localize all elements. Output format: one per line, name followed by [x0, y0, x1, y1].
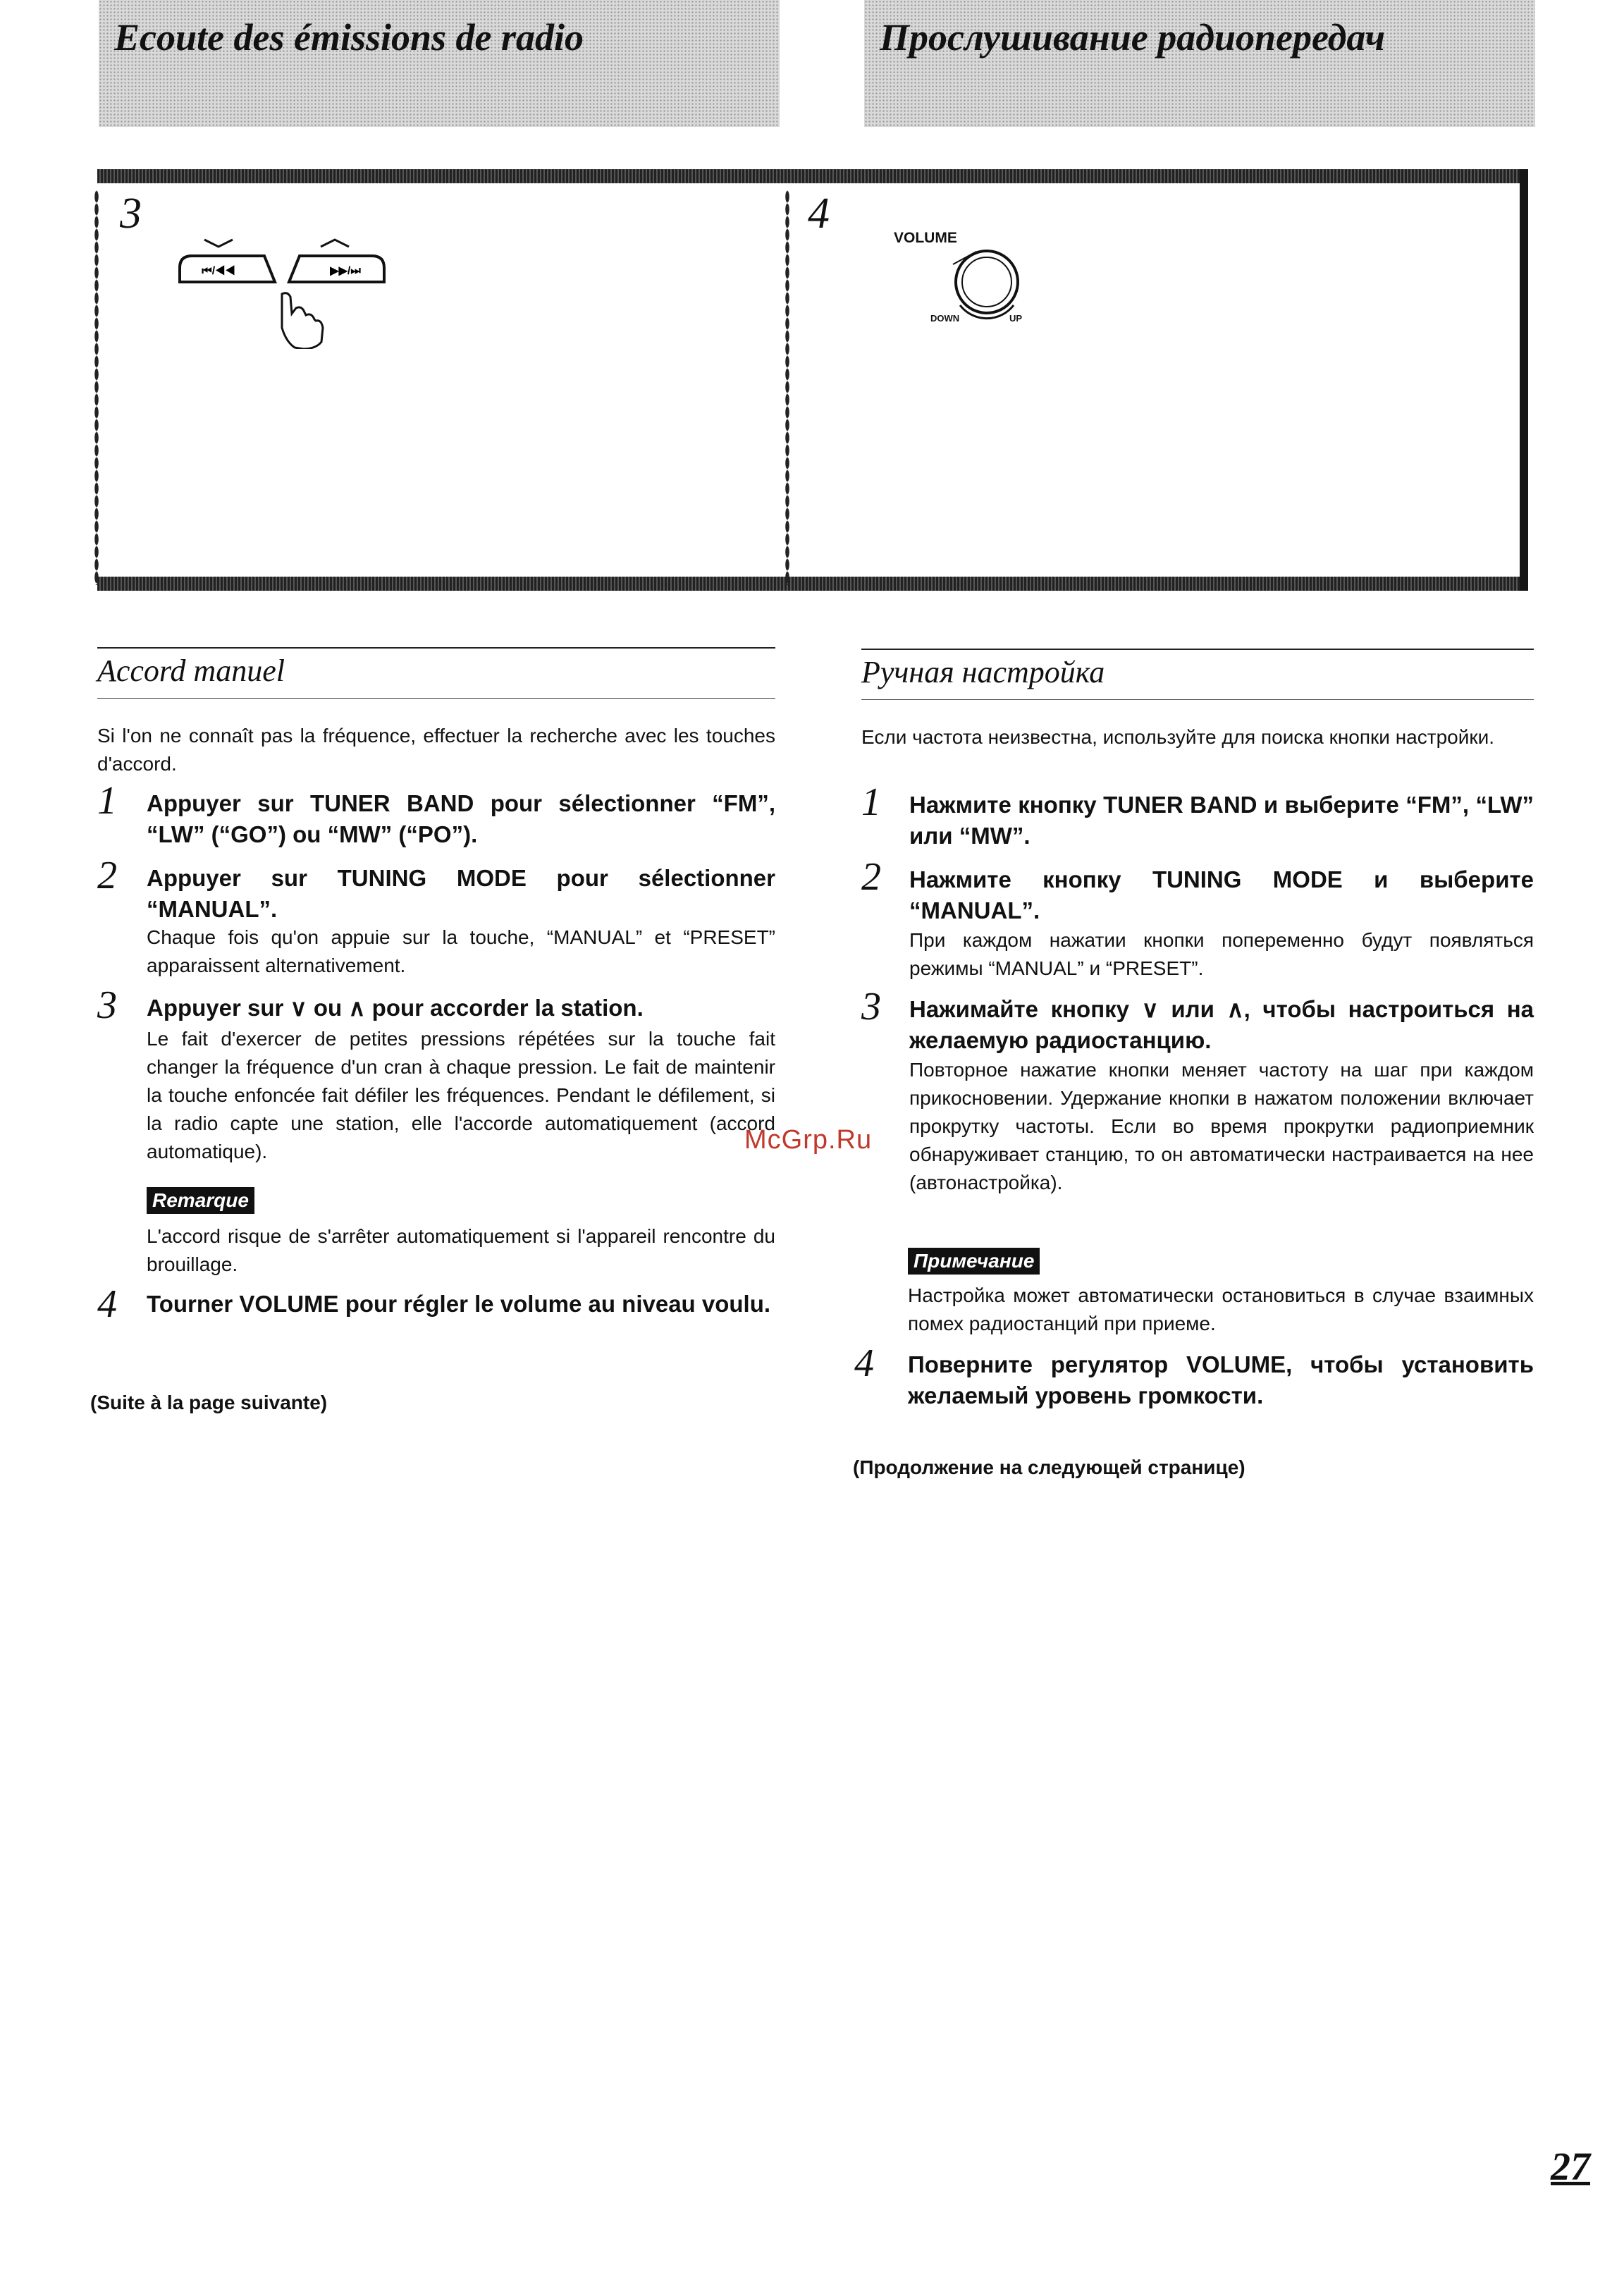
- ru-step-2-body: При каждом нажатии кнопки попеременно будут появляться режимы “MANUAL” и “PRESET”.: [909, 929, 1534, 979]
- ru-step-2-num: 2: [861, 855, 881, 899]
- tune-up-button[interactable]: [289, 256, 384, 282]
- panel-step-4: 4: [808, 190, 830, 238]
- ru-step-3-num: 3: [861, 985, 881, 1029]
- fr-step-4-head: Tourner VOLUME pour régler le volume au niveau voulu.: [147, 1291, 771, 1317]
- fr-step-3-num: 3: [97, 983, 117, 1027]
- ru-step-3-head: Нажимайте кнопку ∨ или ∧, чтобы настроиться на желаемую радиостанцию.: [909, 996, 1534, 1053]
- fr-note-text: L'accord risque de s'arrêter automatiquement si l'appareil rencontre du brouillage.: [147, 1225, 775, 1275]
- fr-step-3-body: Le fait d'exercer de petites pressions répétées sur la touche fait changer la fréquence d'un cran à chaque pression. Le fait de maintenir la touche enfoncée fait défiler les fréquences. Pendant le défilement, si la radio capte une station, elle l'accorde automatiquement (accord automatique).: [147, 1028, 775, 1162]
- volume-down-label: DOWN: [930, 313, 960, 324]
- watermark: McGrp.Ru: [744, 1125, 873, 1155]
- fr-note-label: Remarque: [147, 1187, 254, 1214]
- header-left-title: Ecoute des émissions de radio: [114, 16, 584, 59]
- pointing-hand-icon: [282, 293, 323, 349]
- volume-knob[interactable]: [945, 243, 1029, 321]
- panel-divider: [785, 190, 789, 585]
- volume-up-label: UP: [1009, 313, 1023, 324]
- ru-section-title: Ручная настройка: [861, 655, 1105, 689]
- ru-step-4-num: 4: [854, 1341, 874, 1385]
- svg-text:⏮/◀◀: ⏮/◀◀: [202, 265, 235, 277]
- page-number: 27: [1551, 2145, 1590, 2189]
- ru-step-3-body: Повторное нажатие кнопки меняет частоту на шаг при каждом прикосновении. Удержание кнопки в нажатом положении включает прокрутку частоты. Если во время прокрутки радиоприемник обнаруживает станцию, то он автоматически настраивается на нее (автонастройка).: [909, 1059, 1534, 1193]
- ru-step-4-head: Поверните регулятор VOLUME, чтобы установить желаемый уровень громкости.: [908, 1351, 1534, 1408]
- ru-title-rule-bottom: [861, 699, 1534, 700]
- ru-continued: (Продолжение на следующей странице): [853, 1456, 1245, 1478]
- ru-title-rule-top: [861, 649, 1534, 650]
- fr-step-3-head: Appuyer sur ∨ ou ∧ pour accorder la station.: [147, 995, 644, 1021]
- fr-step-2-body: Chaque fois qu'on appuie sur la touche, “MANUAL” et “PRESET” apparaissent alternativement.: [147, 926, 775, 976]
- header-right: [864, 0, 1535, 127]
- header-left: [99, 0, 780, 127]
- fr-title-rule-top: [97, 647, 775, 649]
- header-right-title: Прослушивание радиопередач: [880, 16, 1386, 59]
- ru-step-1-head: Нажмите кнопку TUNER BAND и выберите “FM”, “LW” или “MW”.: [909, 792, 1534, 849]
- volume-label: VOLUME: [894, 230, 957, 246]
- panel-top-bar: [97, 169, 1520, 183]
- panel-bottom-bar: [97, 577, 1520, 591]
- fr-continued: (Suite à la page suivante): [90, 1392, 328, 1413]
- ru-step-1-num: 1: [861, 780, 881, 824]
- svg-text:▶▶/⏭: ▶▶/⏭: [330, 265, 361, 277]
- panel-step-3: 3: [120, 190, 142, 238]
- fr-step-2-head: Appuyer sur TUNING MODE pour sélectionner “MANUAL”.: [147, 865, 775, 922]
- fr-title-rule-bottom: [97, 698, 775, 699]
- fr-step-2-num: 2: [97, 854, 117, 897]
- fr-intro: Si l'on ne connaît pas la fréquence, effectuer la recherche avec les touches d'accord.: [97, 725, 775, 775]
- panel-left-dotted-border: [94, 190, 99, 585]
- tune-down-button[interactable]: [180, 256, 275, 282]
- fr-step-4-num: 4: [97, 1282, 117, 1326]
- ru-intro: Если частота неизвестна, используйте для поиска кнопки настройки.: [861, 726, 1495, 748]
- ru-note-label: Примечание: [908, 1248, 1040, 1275]
- fr-step-1-head: Appuyer sur TUNER BAND pour sélectionner “FM”, “LW” (“GO”) ou “MW” (“PO”).: [147, 790, 775, 847]
- ru-step-2-head: Нажмите кнопку TUNING MODE и выберите “MANUAL”.: [909, 866, 1534, 923]
- ru-note-text: Настройка может автоматически остановиться в случае взаимных помех радиостанций при приеме.: [908, 1284, 1534, 1334]
- fr-step-1-num: 1: [97, 779, 117, 823]
- fr-section-title: Accord manuel: [97, 653, 285, 688]
- tuning-buttons-illustration: [176, 229, 395, 349]
